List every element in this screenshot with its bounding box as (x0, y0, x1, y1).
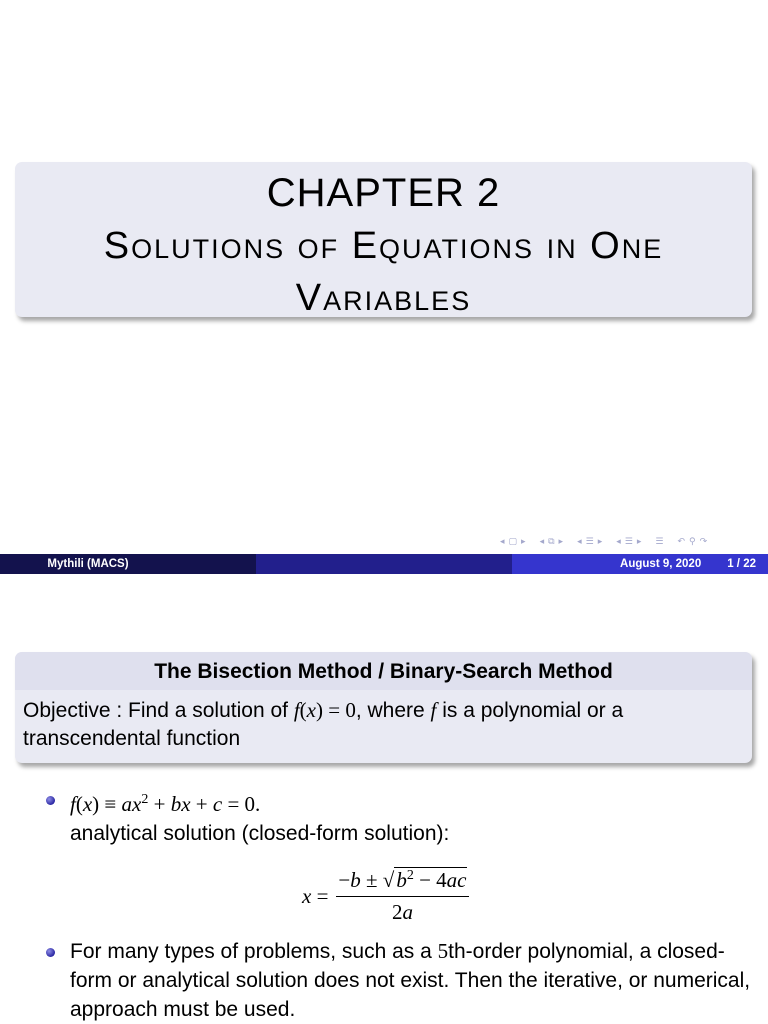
nav-subsection-icon[interactable]: ⧉ (548, 537, 555, 547)
nav-appendix-icon[interactable]: ☰ (655, 537, 664, 547)
objective-mid: , where (355, 699, 431, 722)
bullet-icon (46, 948, 55, 957)
objective-prefix: Objective : Find a solution of (23, 699, 294, 722)
nav-search-icon[interactable]: ⚲ (688, 537, 696, 547)
footer-title-area (256, 554, 512, 574)
bullet-icon (46, 796, 55, 805)
nav-left-arrow-icon[interactable]: ◂ (539, 537, 545, 547)
block-title: The Bisection Method / Binary-Search Method (15, 652, 752, 690)
definition-block (15, 652, 752, 763)
nav-section-icon[interactable]: ☰ (585, 537, 594, 547)
nav-left-arrow-icon[interactable]: ◂ (577, 537, 582, 547)
objective-line2: transcendental function (23, 727, 241, 750)
beamer-navigation-bar[interactable] (500, 535, 762, 549)
chapter-subtitle-line2: Variables (295, 277, 472, 319)
chapter-title: CHAPTER 2 (266, 171, 501, 215)
nav-left-arrow-icon[interactable]: ◂ (616, 537, 621, 547)
nav-frame-icon[interactable]: ▢ (508, 537, 518, 547)
slide-footer (0, 554, 768, 574)
quadratic-formula: x = $\frac{-b \pm √b^2 - 4ac}{2a}$ (302, 867, 467, 924)
nav-document-icon[interactable]: ☰ (624, 537, 633, 547)
chapter-subtitle-line1: Solutions of Equations in One (103, 225, 664, 267)
nav-right-arrow-icon[interactable]: ▸ (636, 537, 642, 547)
bullet-subtext: analytical solution (closed-form solution): (70, 822, 450, 845)
title-block (15, 162, 752, 317)
nav-right-arrow-icon[interactable]: ▸ (558, 537, 564, 547)
nav-redo-icon[interactable]: ↷ (699, 537, 708, 547)
footer-author: Mythili (MACS) (0, 554, 256, 574)
footer-date: August 9, 2020 (620, 558, 702, 570)
nav-left-arrow-icon[interactable]: ◂ (500, 537, 505, 547)
bullet-text: For many types of problems, such as a 5th-order polynomial, a closed-form or analytical solution does not exist. Then the iterative, or numerical, approach must be used. (70, 939, 751, 1021)
nav-undo-icon[interactable]: ↶ (677, 537, 685, 547)
bullet-item-quadratic (46, 785, 752, 848)
symbol-f: f (430, 698, 437, 722)
objective-suffix: is a polynomial or a (436, 699, 624, 722)
footer-date-page (512, 554, 768, 574)
nav-right-arrow-icon[interactable]: ▸ (597, 537, 603, 547)
bullet-item-numerical (46, 937, 752, 1024)
equation-fx-zero: f (293, 698, 300, 722)
block-body: Objective : Find a solution of f(x) = 0, where f is a polynomial or a transcendental function (23, 698, 624, 750)
quadratic-equation: $f(x) \equiv ax^2$ + bx + c = 0. (70, 792, 261, 816)
content-slide (0, 576, 768, 1024)
footer-page-number: 1 / 22 (727, 558, 756, 570)
nav-right-arrow-icon[interactable]: ▸ (521, 537, 526, 547)
